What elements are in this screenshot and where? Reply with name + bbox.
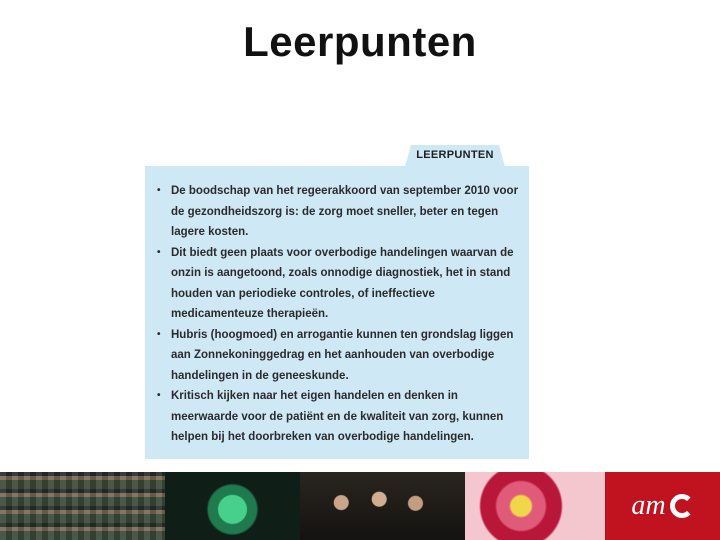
- amc-logo-text: am: [631, 490, 666, 521]
- anatomy-illustration: [465, 472, 605, 540]
- learning-point-3: [155, 325, 519, 387]
- amc-logo: [605, 472, 720, 540]
- learning-point-text: De boodschap van het regeerakkoord van september 2010 voor de gezondheidszorg is: de zorg moet sneller, beter en tegen lagere kosten.: [171, 185, 519, 238]
- brain-scan-photo: [165, 472, 300, 540]
- anatomy-lesson-painting: [300, 472, 465, 540]
- learning-point-4: [155, 386, 519, 448]
- footer-photo-strip: [0, 472, 720, 540]
- bullet-dot-icon: •: [157, 246, 161, 258]
- learning-point-text: Hubris (hoogmoed) en arrogantie kunnen ten grondslag liggen aan Zonnekoninggedrag en het aanhouden van overbodige handelingen in de geneeskunde.: [171, 328, 514, 382]
- learning-point-1: [155, 181, 519, 243]
- learning-point-text: Dit biedt geen plaats voor overbodige handelingen waarvan de onzin is aangetoond, zoals onnodige diagnostiek, het in stand houden van periodieke controles, of ineffectieve medicamenteuze therapieën.: [171, 246, 514, 320]
- panel-tab-label: LEERPUNTEN: [416, 149, 494, 161]
- learning-point-text: Kritisch kijken naar het eigen handelen en denken in meerwaarde voor de patiënt en de kwaliteit van zorg, kunnen helpen bij het doorbreken van overbodige handelingen.: [171, 390, 504, 443]
- lecture-hall-photo: [0, 472, 165, 540]
- bullet-dot-icon: •: [157, 185, 161, 196]
- bullet-dot-icon: •: [157, 328, 161, 340]
- amc-logo-mark-icon: [670, 494, 694, 518]
- learning-point-2: [155, 243, 519, 325]
- bullet-dot-icon: •: [157, 390, 161, 401]
- slide-title: Leerpunten: [243, 18, 477, 65]
- learning-points-list: [155, 181, 519, 448]
